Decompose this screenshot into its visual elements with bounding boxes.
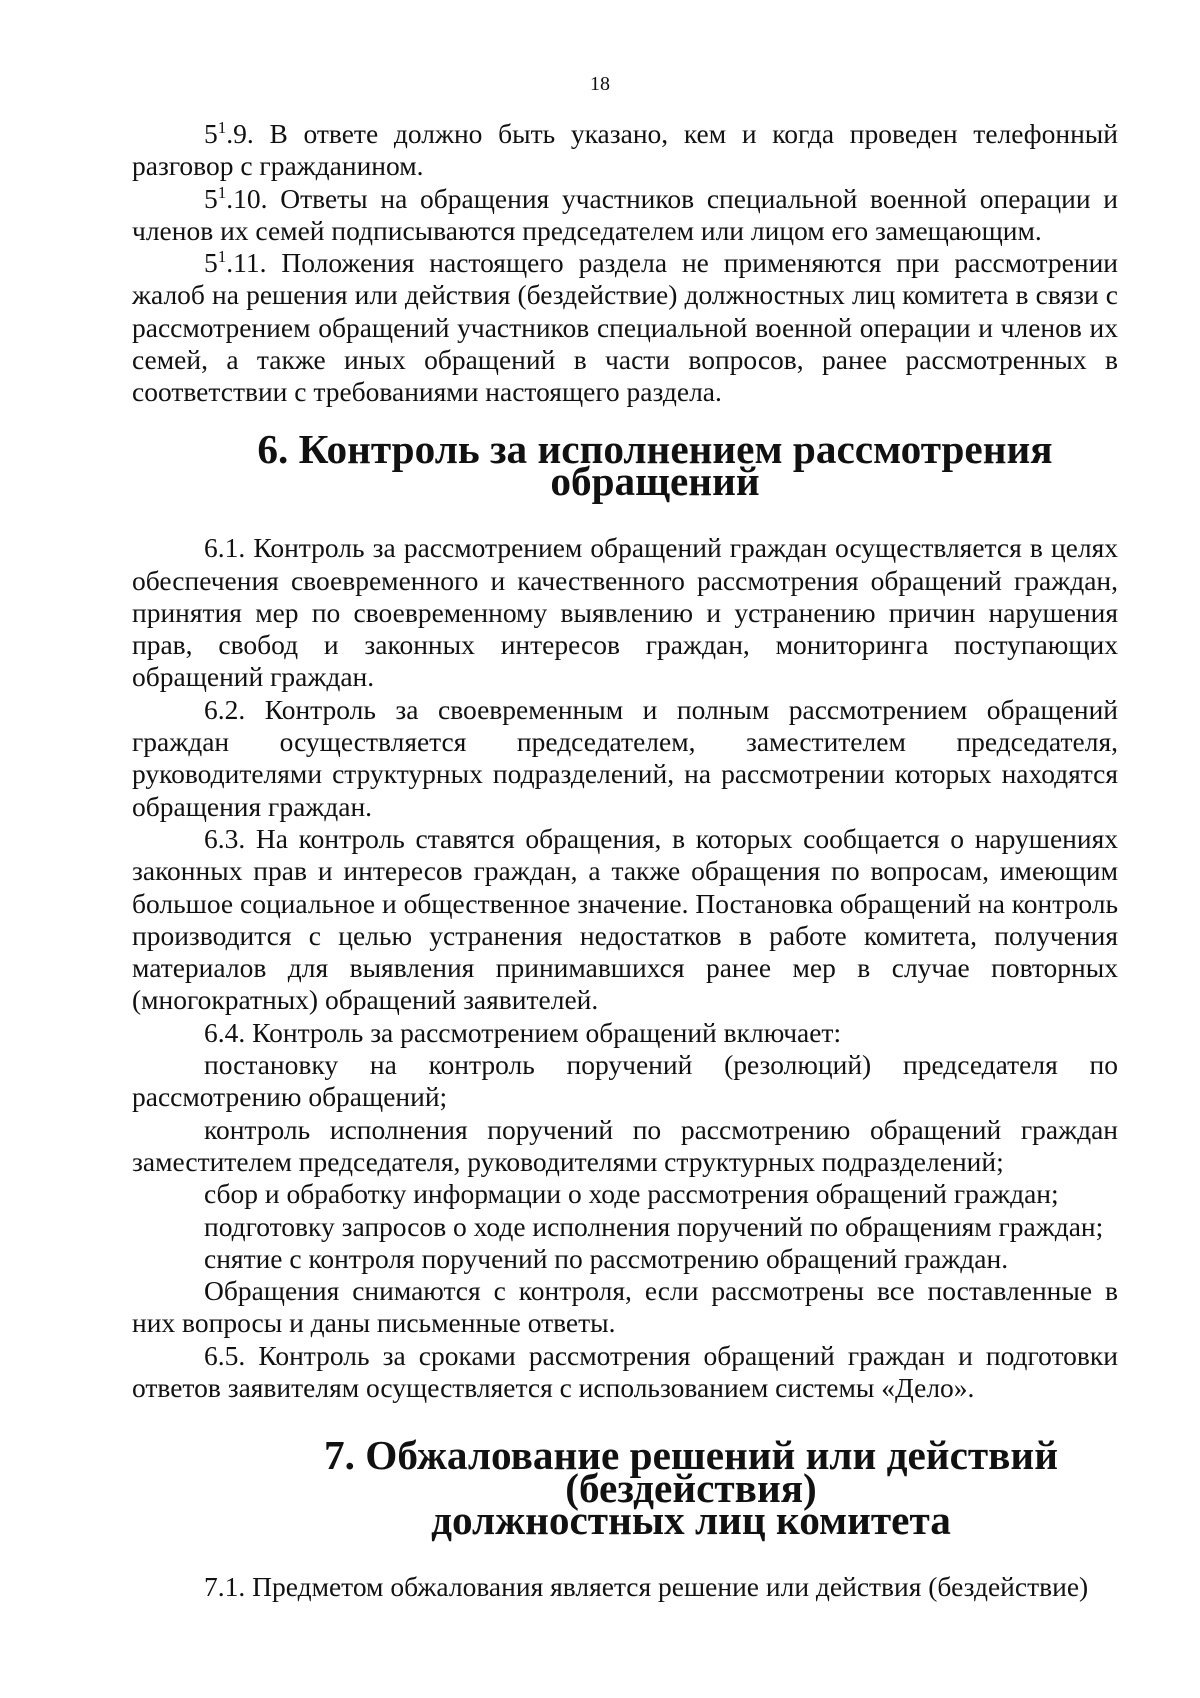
paragraph-6-1: 6.1. Контроль за рассмотрением обращений граждан осуществляется в целях обеспечения своевременного и качественного рассмотрения обращений граждан, принятия мер по своевременному выявлению и устранению причин нарушения прав, свобод и законных интересов граждан, мониторинга поступающих обращений граждан.: [132, 532, 1118, 693]
superscript: 1: [217, 117, 227, 137]
page-number: 18: [590, 73, 610, 95]
superscript: 1: [217, 247, 227, 266]
paragraph-number: 5: [204, 247, 218, 279]
paragraph-5-1-10: [132, 183, 1118, 248]
paragraph-5-1-9: [132, 118, 1118, 183]
list-item-request-preparation: подготовку запросов о ходе исполнения поручений по обращениям граждан;: [204, 1210, 1104, 1242]
section-6-heading: 6. Контроль за исполнением рассмотрения обращений: [257, 425, 1053, 504]
paragraph-5-1-11: [132, 247, 1118, 408]
list-item-control-removal: снятие с контроля поручений по рассмотрению обращений граждан.: [204, 1242, 1009, 1274]
paragraph-7-1: 7.1. Предметом обжалования является решение или действия (бездействие): [204, 1571, 1089, 1603]
section-7-heading-line-2: должностных лиц комитета: [431, 1496, 951, 1543]
list-item-control-execution: контроль исполнения поручений по рассмотрению обращений граждан заместителем председателя, руководителями структурных подразделений;: [132, 1113, 1118, 1177]
paragraph-text: .11. Положения настоящего раздела не применяются при рассмотрении жалоб на решения или действия (бездействие) должностных лиц комитета в связи с рассмотрением обращений участников специальной военной операции и членов их семей, а также иных обращений в части вопросов, ранее рассмотренных в соответствии с требованиями настоящего раздела.: [132, 247, 1118, 408]
paragraph-number: 5: [204, 182, 218, 214]
paragraph-number: 5: [204, 118, 218, 149]
superscript: 1: [217, 182, 227, 202]
list-item-control-setup: постановку на контроль поручений (резолюций) председателя по рассмотрению обращений;: [132, 1049, 1118, 1113]
paragraph-6-4: 6.4. Контроль за рассмотрением обращений включает:: [204, 1016, 842, 1048]
paragraph-6-2: 6.2. Контроль за своевременным и полным рассмотрением обращений граждан осуществляется председателем, заместителем председателя, руководителями структурных подразделений, на рассмотрении которых находятся обращения граждан.: [132, 693, 1118, 822]
list-item-information-collection: сбор и обработку информации о ходе рассмотрения обращений граждан;: [204, 1178, 1059, 1210]
paragraph-6-5: 6.5. Контроль за сроками рассмотрения обращений граждан и подготовки ответов заявителям осуществляется с использованием системы «Дело».: [132, 1339, 1118, 1403]
section-7-heading-line-1: 7. Обжалование решений или действий (бездействия): [324, 1432, 1058, 1511]
document-body: [132, 118, 1118, 1603]
section-7-heading: [132, 1432, 1118, 1543]
paragraph-text: .9. В ответе должно быть указано, кем и когда проведен телефонный разговор с гражданином.: [132, 118, 1118, 182]
paragraph-text: .10. Ответы на обращения участников специальной военной операции и членов их семей подписываются председателем или лицом его замещающим.: [132, 182, 1118, 246]
paragraph-control-removal-condition: Обращения снимаются с контроля, если рассмотрены все поставленные в них вопросы и даны письменные ответы.: [132, 1275, 1118, 1339]
paragraph-6-3: 6.3. На контроль ставятся обращения, в которых сообщается о нарушениях законных прав и интересов граждан, а также обращения по вопросам, имеющим большое социальное и общественное значение. Постановка обращений на контроль производится с целью устранения недостатков в работе комитета, получения материалов для выявления принимавшихся ранее мер в случае повторных (многократных) обращений заявителей.: [132, 822, 1118, 1016]
